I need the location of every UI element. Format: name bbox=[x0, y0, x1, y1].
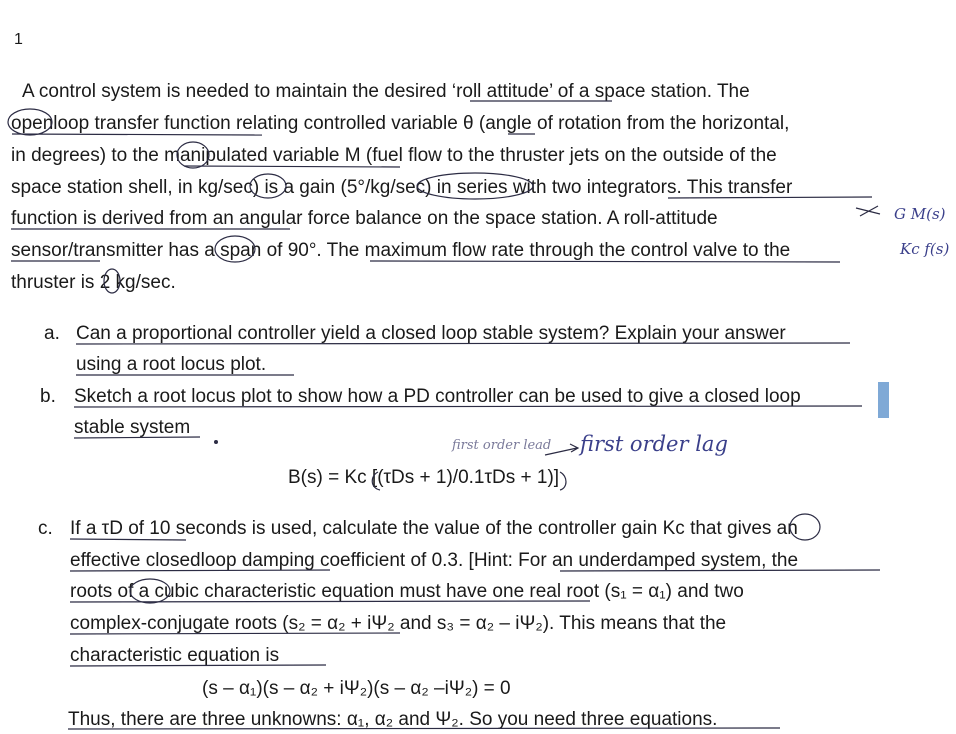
underline-mv bbox=[184, 166, 400, 167]
intro-line-6: sensor/transmitter has a span of 90°. The maximum flow rate through the control valve to the bbox=[11, 240, 791, 261]
circle-integrators bbox=[417, 173, 533, 199]
pen-dot bbox=[214, 440, 218, 444]
circle-2kg bbox=[104, 269, 120, 293]
underline-openloop bbox=[12, 134, 262, 135]
handwritten-kc: Kc f(s) bbox=[900, 240, 950, 258]
intro-line-5: function is derived from an angular force balance on the space station. A roll-attitude bbox=[11, 208, 718, 229]
circle-cubic bbox=[130, 579, 170, 603]
question-b-label: b. bbox=[40, 386, 56, 407]
underline-c3 bbox=[560, 570, 880, 571]
page-number: 1 bbox=[14, 31, 23, 48]
circle-gain bbox=[250, 174, 286, 198]
characteristic-equation: (s – α₁)(s – α₂ + iΨ₂)(s – α₂ –iΨ₂) = 0 bbox=[202, 678, 511, 699]
underline-c5 bbox=[70, 633, 400, 634]
circle-span bbox=[215, 236, 255, 262]
margin-squiggle bbox=[856, 206, 880, 216]
bracket-formula-2 bbox=[560, 472, 566, 490]
question-c-line-4: complex-conjugate roots (s₂ = α₂ + iΨ₂ and s₃ = α₂ – iΨ₂). This means that the bbox=[70, 613, 727, 634]
question-c-line-1: If a τD of 10 seconds is used, calculate the value of the controller gain Kc that gives an bbox=[70, 518, 798, 539]
underline-c2 bbox=[70, 570, 330, 571]
question-c-line-3: roots of a cubic characteristic equation must have one real root (s₁ = α₁) and two bbox=[70, 581, 744, 602]
question-a-line-2: using a root locus plot. bbox=[76, 354, 267, 375]
question-b-line-1: Sketch a root locus plot to show how a PD controller can be used to give a closed loop bbox=[74, 386, 801, 407]
pd-controller-formula: B(s) = Kc [(τDs + 1)/0.1τDs + 1)] bbox=[288, 467, 560, 488]
underline-c7 bbox=[68, 728, 780, 729]
intro-line-3: in degrees) to the manipulated variable M (fuel flow to the thruster jets on the outside of the bbox=[11, 145, 777, 166]
intro-line-1: A control system is needed to maintain the desired ‘roll attitude’ of a space station. The bbox=[22, 81, 750, 102]
handwritten-first-order-lead: first order lead bbox=[452, 438, 552, 453]
question-c-line-6: Thus, there are three unknowns: α₁, α₂ and Ψ₂. So you need three equations. bbox=[68, 709, 718, 730]
circle-openloop bbox=[8, 109, 52, 135]
intro-line-2: openloop transfer function relating controlled variable θ (angle of rotation from the horizontal, bbox=[11, 113, 790, 134]
question-b-line-2: stable system bbox=[74, 417, 191, 438]
underline-a1 bbox=[76, 343, 850, 344]
question-c-label: c. bbox=[38, 518, 53, 539]
intro-line-4: space station shell, in kg/sec) is a gain (5°/kg/sec) in series with two integrators. This transfer bbox=[11, 177, 793, 198]
underline-c6 bbox=[70, 665, 326, 666]
arrow-lag bbox=[545, 444, 578, 455]
question-c-line-5: characteristic equation is bbox=[70, 645, 280, 666]
question-c-line-2: effective closedloop damping coefficient of 0.3. [Hint: For an underdamped system, the bbox=[70, 550, 799, 571]
underline-maxflow bbox=[370, 261, 840, 262]
underline-c4 bbox=[70, 601, 590, 602]
underline-transfer bbox=[668, 197, 872, 198]
question-a-line-1: Can a proportional controller yield a closed loop stable system? Explain your answer bbox=[76, 323, 786, 344]
circle-kc bbox=[790, 514, 820, 540]
underline-b2 bbox=[74, 437, 200, 438]
circle-manipulated bbox=[177, 142, 209, 168]
intro-line-7: thruster is 2 kg/sec. bbox=[11, 272, 176, 293]
handwritten-gms: G M(s) bbox=[894, 205, 946, 223]
handwritten-first-order-lag: first order lag bbox=[580, 432, 728, 456]
underline-b1 bbox=[74, 406, 862, 407]
question-a-label: a. bbox=[44, 323, 60, 344]
bracket-formula bbox=[372, 472, 380, 490]
underline-c1 bbox=[70, 539, 186, 540]
